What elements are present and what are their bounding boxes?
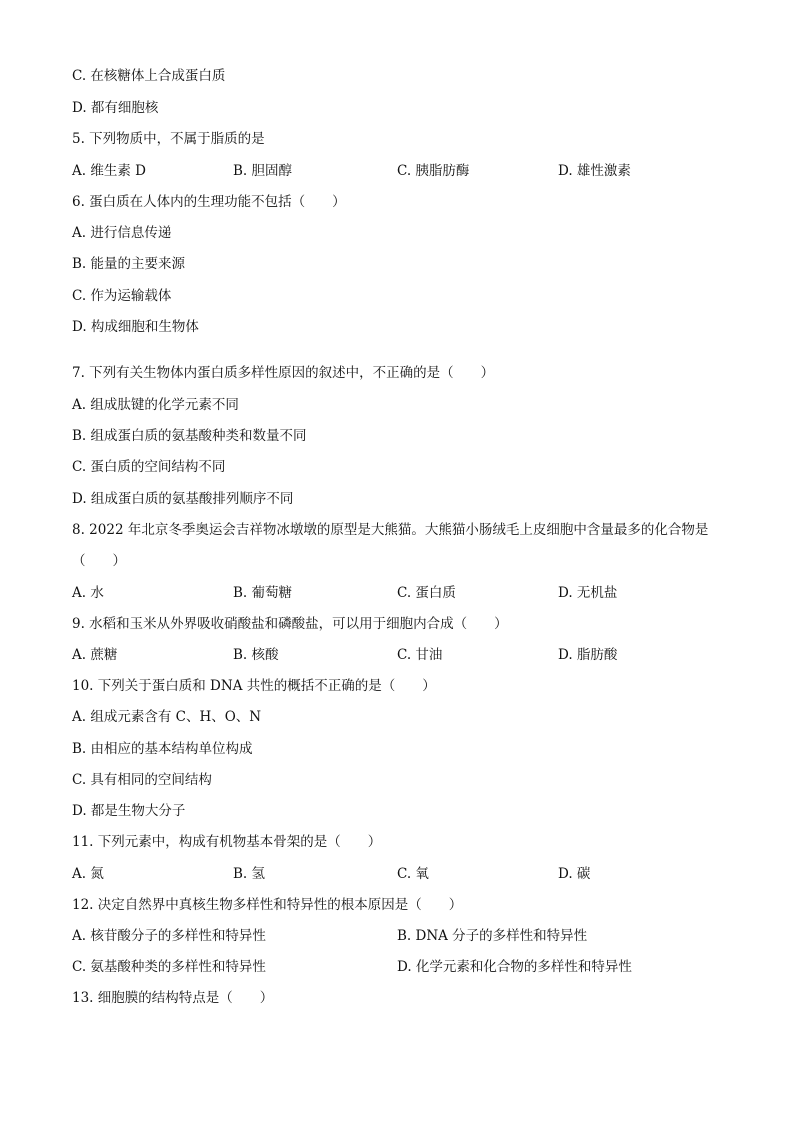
q7-option-a: A. 组成肽键的化学元素不同	[72, 397, 239, 413]
q9-option-a: A. 蔗糖	[72, 647, 118, 663]
q7-stem: 7. 下列有关生物体内蛋白质多样性原因的叙述中，不正确的是（ ）	[72, 365, 495, 381]
q8-option-b: B. 葡萄糖	[233, 585, 293, 601]
q10-option-a: A. 组成元素含有 C、H、O、N	[72, 709, 262, 725]
q7-option-d: D. 组成蛋白质的氨基酸排列顺序不同	[72, 491, 294, 507]
q6-option-b: B. 能量的主要来源	[72, 256, 186, 272]
q4-option-c: C. 在核糖体上合成蛋白质	[72, 68, 226, 84]
q5-option-d: D. 雄性激素	[558, 163, 631, 179]
q5-option-c: C. 胰脂肪酶	[397, 163, 470, 179]
q5-option-b: B. 胆固醇	[233, 163, 293, 179]
q10-option-d: D. 都是生物大分子	[72, 803, 186, 819]
q11-stem: 11. 下列元素中，构成有机物基本骨架的是（ ）	[72, 834, 382, 850]
q10-stem: 10. 下列关于蛋白质和 DNA 共性的概括不正确的是（ ）	[72, 678, 436, 694]
q5-option-a: A. 维生素 D	[72, 163, 146, 179]
q11-option-c: C. 氧	[397, 866, 429, 882]
q5-stem: 5. 下列物质中，不属于脂质的是	[72, 131, 265, 147]
q6-option-d: D. 构成细胞和生物体	[72, 319, 199, 335]
q8-option-c: C. 蛋白质	[397, 585, 456, 601]
q10-option-c: C. 具有相同的空间结构	[72, 772, 212, 788]
q12-option-d: D. 化学元素和化合物的多样性和特异性	[397, 959, 632, 975]
q11-option-d: D. 碳	[558, 866, 591, 882]
q11-option-a: A. 氮	[72, 866, 104, 882]
q6-option-c: C. 作为运输载体	[72, 288, 172, 304]
q9-option-b: B. 核酸	[233, 647, 279, 663]
q9-option-d: D. 脂肪酸	[558, 647, 618, 663]
q6-option-a: A. 进行信息传递	[72, 225, 172, 241]
q12-option-b: B. DNA 分子的多样性和特异性	[397, 928, 588, 944]
q8-option-a: A. 水	[72, 585, 104, 601]
q12-stem: 12. 决定自然界中真核生物多样性和特异性的根本原因是（ ）	[72, 897, 463, 913]
q12-option-c: C. 氨基酸种类的多样性和特异性	[72, 959, 266, 975]
q9-stem: 9. 水稻和玉米从外界吸收硝酸盐和磷酸盐，可以用于细胞内合成（ ）	[72, 616, 508, 632]
q9-option-c: C. 甘油	[397, 647, 443, 663]
q7-option-c: C. 蛋白质的空间结构不同	[72, 459, 226, 475]
q13-stem: 13. 细胞膜的结构特点是（ ）	[72, 990, 274, 1006]
q8-stem-paren: （ ）	[72, 553, 126, 569]
q4-option-d: D. 都有细胞核	[72, 100, 159, 116]
q6-stem: 6. 蛋白质在人体内的生理功能不包括（ ）	[72, 194, 346, 210]
q12-option-a: A. 核苷酸分子的多样性和特异性	[72, 928, 266, 944]
q8-stem: 8. 2022 年北京冬季奥运会吉祥物冰墩墩的原型是大熊猫。大熊猫小肠绒毛上皮细胞中含量最多的化合物是	[72, 522, 709, 538]
q7-option-b: B. 组成蛋白质的氨基酸种类和数量不同	[72, 428, 307, 444]
q8-option-d: D. 无机盐	[558, 585, 618, 601]
q11-option-b: B. 氢	[233, 866, 266, 882]
q10-option-b: B. 由相应的基本结构单位构成	[72, 741, 253, 757]
